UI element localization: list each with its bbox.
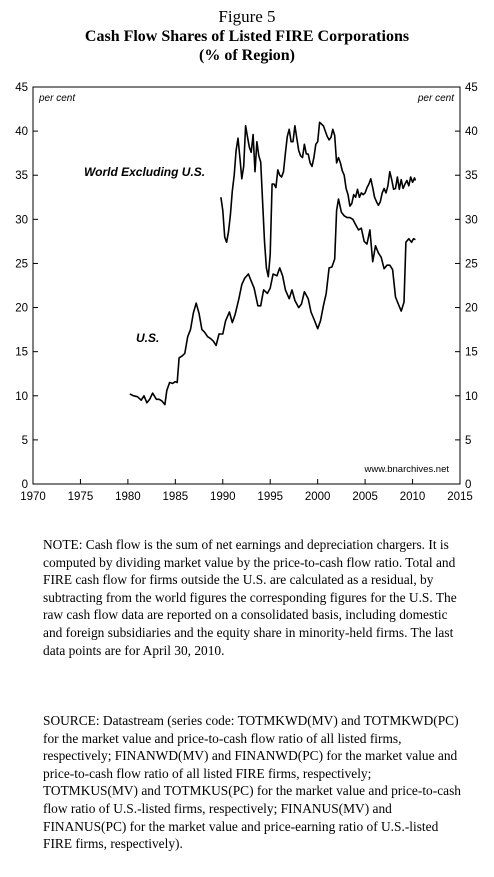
- y-tick-label-left: 35: [15, 170, 28, 183]
- y-tick-label-left: 20: [15, 302, 28, 315]
- y-unit-right: per cent: [417, 93, 454, 104]
- series-line-world-excluding-us: [221, 122, 416, 276]
- y-tick-label-left: 25: [15, 258, 28, 271]
- axis-ticks: [33, 87, 460, 484]
- y-tick-label-right: 15: [465, 346, 478, 359]
- figure-subtitle: (% of Region): [199, 47, 295, 64]
- plot-frame: [33, 87, 460, 484]
- y-unit-left: per cent: [39, 93, 76, 104]
- x-tick-label: 2000: [304, 491, 331, 503]
- x-tick-label: 1980: [115, 491, 141, 503]
- figure-title: Cash Flow Shares of Listed FIRE Corporations: [84, 28, 410, 45]
- x-tick-label: 1985: [162, 491, 189, 503]
- x-tick-label: 2010: [399, 491, 426, 503]
- series-label-world: World Excluding U.S.: [84, 165, 206, 179]
- y-tick-label-right: 20: [465, 302, 478, 315]
- y-tick-label-right: 5: [465, 434, 472, 447]
- y-tick-label-right: 25: [465, 258, 478, 271]
- x-tick-label: 1995: [257, 491, 284, 503]
- series-line-us: [130, 199, 416, 405]
- source-credit: www.bnarchives.net: [364, 464, 449, 475]
- x-tick-label: 1970: [20, 491, 46, 503]
- figure-header: [0, 6, 494, 65]
- x-tick-label: 2015: [447, 491, 473, 503]
- x-tick-label: 2005: [352, 491, 378, 503]
- y-tick-label-left: 30: [15, 214, 28, 227]
- y-tick-label-left: 5: [21, 434, 28, 447]
- x-tick-label: 1990: [209, 491, 236, 503]
- y-tick-label-left: 45: [15, 82, 28, 94]
- y-tick-label-right: 10: [465, 390, 478, 403]
- y-tick-label-right: 45: [465, 82, 478, 94]
- figure-number: Figure 5: [218, 7, 276, 26]
- y-tick-label-right: 35: [465, 170, 478, 183]
- y-tick-label-left: 10: [15, 390, 28, 403]
- x-tick-label: 1975: [67, 491, 94, 503]
- y-tick-label-left: 15: [15, 346, 28, 359]
- y-tick-label-left: 0: [21, 479, 28, 491]
- chart-source: SOURCE: Datastream (series code: TOTMKWD(MV) and TOTMKWD(PC) for the market value and price-to-cash flow ratio of all listed firms, respectively; FINANWD(MV) and FINANWD(PC) for the market value and price-to-cash flow ratio of all listed FIRE firms, respectively; TOTMKUS(MV) and TOTMKUS(PC) for the market value and price-to-cash flow ratio of U.S.-listed firms, respectively; FINANUS(MV) and FINANUS(PC) for the market value and price-earning ratio of U.S.-listed FIRE firms, respectively).: [43, 713, 461, 852]
- line-chart: [0, 78, 494, 518]
- y-tick-label-left: 40: [15, 126, 28, 139]
- series-label-us: U.S.: [136, 331, 160, 345]
- axis-tick-labels: [15, 82, 478, 503]
- y-tick-label-right: 40: [465, 126, 478, 139]
- y-tick-label-right: 30: [465, 214, 478, 227]
- y-tick-label-right: 0: [465, 479, 472, 491]
- chart-note: NOTE: Cash flow is the sum of net earnings and depreciation chargers. It is computed by dividing market value by the price-to-cash flow ratio. Total and FIRE cash flow for firms outside the U.S. are calculated as a residual, by subtracting from the world figures the corresponding figures for the U.S. The raw cash flow data are reported on a consolidated basis, including domestic and foreign subsidiaries and the equity share in minority-held firms. The last data points are for April 30, 2010.: [43, 537, 457, 658]
